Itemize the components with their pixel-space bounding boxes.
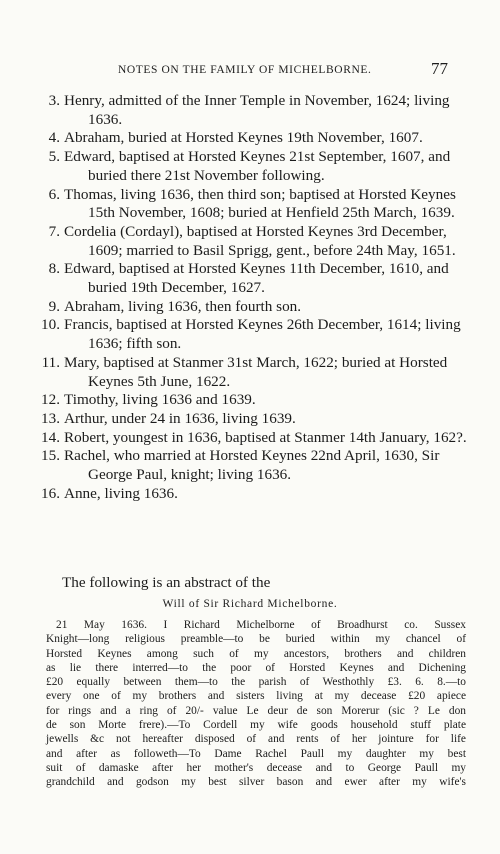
list-item <box>40 391 468 410</box>
list-item <box>40 410 468 429</box>
list-item <box>40 260 468 297</box>
entry-text: Thomas, living 1636, then third son; baptised at Horsted Keynes 15th November, 1608; buried at Henfield 25th March, 1639. <box>64 185 456 222</box>
entry-number: 14. <box>41 428 60 446</box>
entry-number: 7. <box>48 222 60 240</box>
entry-number: 12. <box>41 391 60 409</box>
entry-number: 5. <box>48 148 60 166</box>
entry-text: Timothy, living 1636 and 1639. <box>64 391 256 409</box>
running-title: NOTES ON THE FAMILY OF MICHELBORNE. <box>118 64 372 76</box>
entry-text: Francis, baptised at Horsted Keynes 26th December, 1614; living 1636; fifth son. <box>64 316 461 353</box>
will-line: every one of my brothers and sisters living at my decease £20 apiece <box>46 690 466 703</box>
will-line: and after as followeth—To Dame Rachel Paull my daughter my best <box>46 747 466 760</box>
family-entries-list <box>40 92 468 503</box>
will-line: 21 May 1636. I Richard Michelborne of Broadhurst co. Sussex <box>56 619 466 631</box>
entry-text: Henry, admitted of the Inner Temple in November, 1624; living 1636. <box>64 92 450 128</box>
entry-text: Robert, youngest in 1636, baptised at Stanmer 14th January, 162?. <box>64 428 467 446</box>
will-line: Horsted Keynes among such of my ancestors, brothers and children <box>46 647 466 660</box>
entry-number: 4. <box>48 129 60 147</box>
will-heading: Will of Sir Richard Michelborne. <box>162 598 338 610</box>
will-line: jewells &c not hereafter disposed of and rents of her jointure for life <box>46 733 466 746</box>
page-header <box>118 59 448 78</box>
entry-text: Edward, baptised at Horsted Keynes 11th December, 1610, and buried 19th December, 1627. <box>64 260 449 297</box>
entry-number: 16. <box>41 484 60 502</box>
will-line: de son Morte frere).—To Cordell my wife goods household stuff plate <box>46 719 466 732</box>
entry-number: 13. <box>41 409 60 427</box>
entry-text: Abraham, buried at Horsted Keynes 19th November, 1607. <box>64 129 423 147</box>
entry-number: 9. <box>48 297 60 315</box>
entry-number: 3. <box>48 92 60 109</box>
entry-text: Edward, baptised at Horsted Keynes 21st September, 1607, and buried there 21st November following. <box>64 148 451 184</box>
list-item <box>40 148 468 185</box>
will-line: suit of damaske after her mother's decease and to George Paull my <box>46 761 466 774</box>
will-line: as lie there interred—to the poor of Horsted Keynes and Dichening <box>46 661 466 674</box>
entry-text: Abraham, living 1636, then fourth son. <box>64 297 302 315</box>
list-item <box>40 447 468 484</box>
will-abstract <box>46 618 466 790</box>
intro-text: The following is an abstract of the <box>62 574 271 591</box>
list-item <box>40 223 468 260</box>
list-item <box>40 186 468 223</box>
list-item <box>40 354 468 391</box>
entry-number: 15. <box>41 447 60 465</box>
will-line: £20 equally between them—to the parish of Westhothly £3. 6. 8.—to <box>46 676 466 689</box>
list-item <box>40 429 468 448</box>
entry-number: 10. <box>41 316 60 334</box>
page-number: 77 <box>431 59 448 78</box>
entry-number: 6. <box>48 185 60 203</box>
entry-number: 8. <box>48 260 60 278</box>
entry-text: Anne, living 1636. <box>64 484 178 502</box>
entry-text: Rachel, who married at Horsted Keynes 22nd April, 1630, Sir George Paul, knight; living 1636. <box>64 447 440 484</box>
entry-text: Arthur, under 24 in 1636, living 1639. <box>64 409 296 427</box>
list-item <box>40 316 468 353</box>
entry-text: Mary, baptised at Stanmer 31st March, 1622; buried at Horsted Keynes 5th June, 1622. <box>64 353 448 390</box>
entry-number: 11. <box>41 353 60 371</box>
list-item <box>40 92 468 129</box>
entry-text: Cordelia (Cordayl), baptised at Horsted Keynes 3rd December, 1609; married to Basil Sprigg, gent., before 24th May, 1651. <box>64 222 456 259</box>
list-item <box>40 298 468 317</box>
will-line: grandchild and godson my best silver bason and ewer after my wife's <box>46 776 466 789</box>
list-item <box>40 129 468 148</box>
will-line: Knight—long religious preamble—to be buried within my chancel of <box>46 633 466 646</box>
will-line: for rings and a ring of 20/- value Le deur de son Morerur (sic ? Le don <box>46 704 466 717</box>
list-item <box>40 485 468 504</box>
